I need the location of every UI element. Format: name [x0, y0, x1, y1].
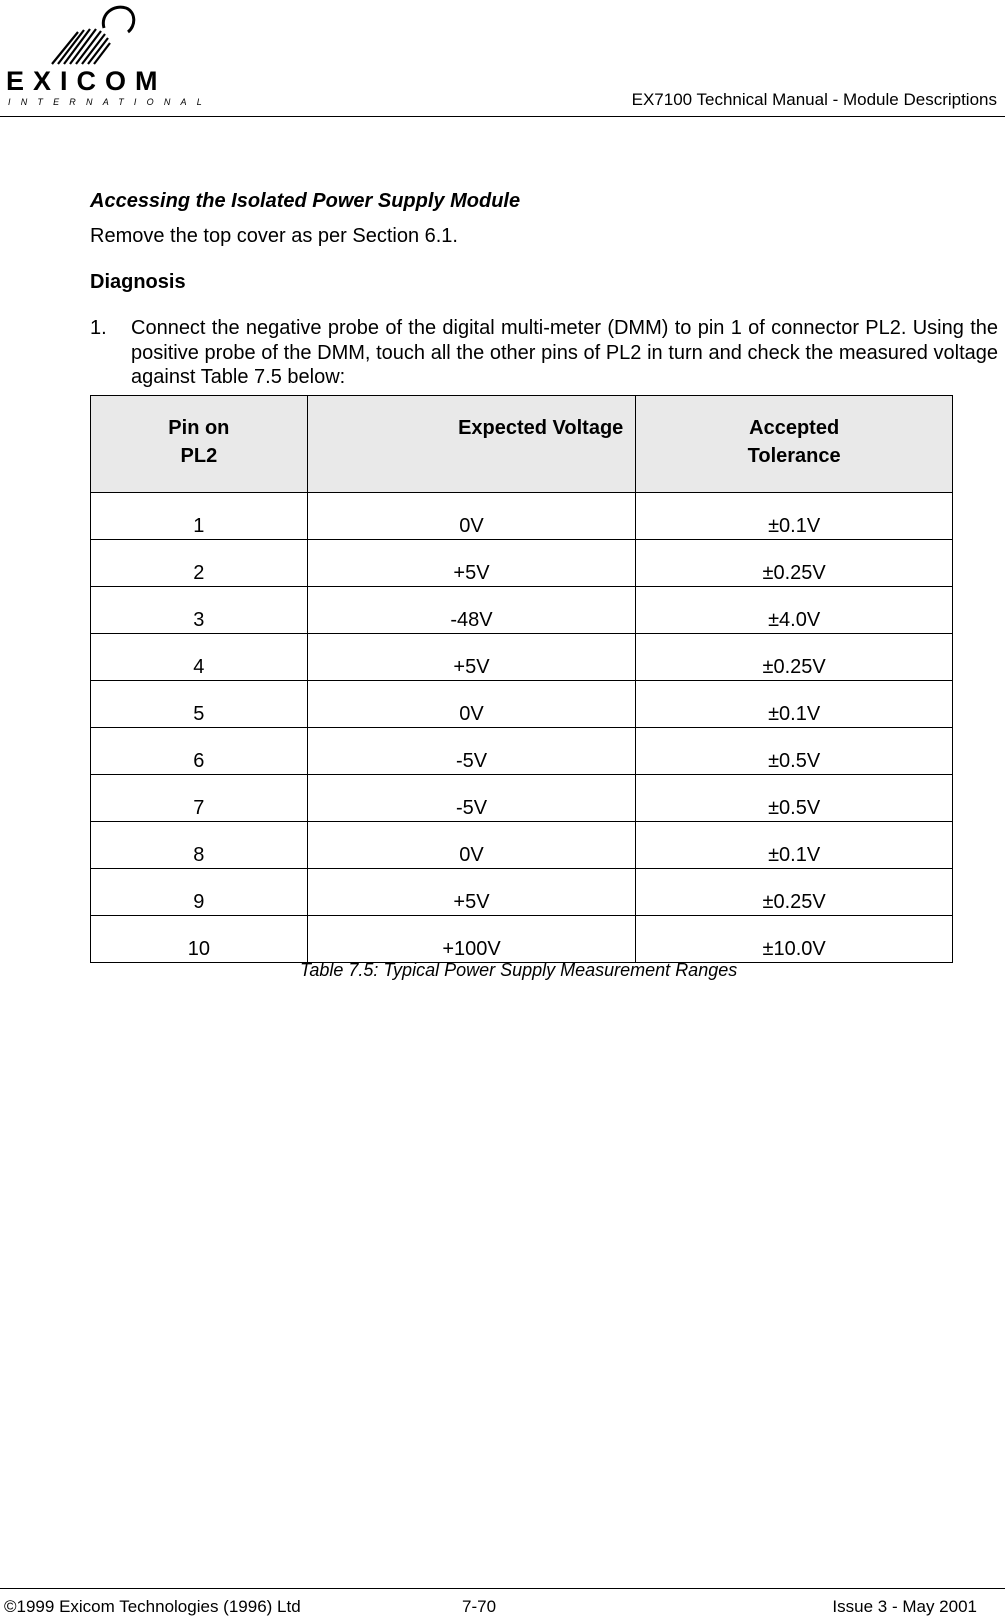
footer-copyright: ©1999 Exicom Technologies (1996) Ltd	[4, 1597, 301, 1616]
cell-tolerance: ±0.25V	[636, 869, 953, 916]
measurement-table	[90, 395, 953, 963]
cell-pin: 1	[91, 493, 308, 540]
cell-pin: 6	[91, 728, 308, 775]
table-row	[91, 775, 953, 822]
cell-pin: 8	[91, 822, 308, 869]
table-row	[91, 634, 953, 681]
cell-pin: 10	[91, 916, 308, 963]
table-row	[91, 540, 953, 587]
cell-pin: 7	[91, 775, 308, 822]
header-voltage: Expected Voltage	[307, 396, 636, 493]
header-tolerance: Accepted Tolerance	[636, 396, 953, 493]
table-row	[91, 681, 953, 728]
cell-tolerance: ±0.5V	[636, 728, 953, 775]
cell-pin: 5	[91, 681, 308, 728]
header-divider	[0, 116, 1005, 117]
footer-issue: Issue 3 - May 2001	[832, 1597, 977, 1616]
cell-tolerance: ±0.25V	[636, 634, 953, 681]
section-title: Accessing the Isolated Power Supply Module	[90, 190, 521, 212]
diagnosis-heading: Diagnosis	[90, 271, 186, 293]
cell-tolerance: ±0.1V	[636, 681, 953, 728]
cell-voltage: -5V	[307, 728, 636, 775]
document-title: EX7100 Technical Manual - Module Descriptions	[631, 90, 997, 109]
footer-divider	[0, 1588, 1005, 1589]
cell-pin: 3	[91, 587, 308, 634]
logo-subtitle: INTERNATIONAL	[8, 97, 212, 107]
table-row	[91, 822, 953, 869]
cell-voltage: +5V	[307, 540, 636, 587]
table-row	[91, 916, 953, 963]
cell-tolerance: ±10.0V	[636, 916, 953, 963]
cell-voltage: 0V	[307, 822, 636, 869]
intro-paragraph: Remove the top cover as per Section 6.1.	[90, 225, 458, 247]
cell-voltage: 0V	[307, 681, 636, 728]
cell-voltage: -5V	[307, 775, 636, 822]
cell-tolerance: ±0.1V	[636, 493, 953, 540]
cell-tolerance: ±0.5V	[636, 775, 953, 822]
table-row	[91, 869, 953, 916]
cell-tolerance: ±0.1V	[636, 822, 953, 869]
cell-voltage: +100V	[307, 916, 636, 963]
table-caption: Table 7.5: Typical Power Supply Measurement Ranges	[300, 960, 738, 980]
logo-wordmark: EXICOM	[6, 66, 167, 96]
cell-tolerance: ±0.25V	[636, 540, 953, 587]
cell-voltage: -48V	[307, 587, 636, 634]
footer-page-number: 7-70	[462, 1597, 497, 1616]
cell-voltage: 0V	[307, 493, 636, 540]
table-row	[91, 587, 953, 634]
cell-pin: 4	[91, 634, 308, 681]
step-text: Connect the negative probe of the digital multi-meter (DMM) to pin 1 of connector PL2. Using the positive probe of the DMM, touch all the other pins of PL2 in turn and check the measured voltage against Table 7.5 below:	[131, 317, 998, 388]
header-pin: Pin on PL2	[91, 396, 308, 493]
table-row	[91, 728, 953, 775]
table-header-row	[91, 396, 953, 493]
cell-tolerance: ±4.0V	[636, 587, 953, 634]
logo-emblem-icon	[44, 2, 144, 68]
cell-voltage: +5V	[307, 869, 636, 916]
table-row	[91, 493, 953, 540]
cell-pin: 2	[91, 540, 308, 587]
company-logo	[4, 2, 212, 110]
cell-voltage: +5V	[307, 634, 636, 681]
step-number: 1.	[90, 317, 107, 339]
cell-pin: 9	[91, 869, 308, 916]
